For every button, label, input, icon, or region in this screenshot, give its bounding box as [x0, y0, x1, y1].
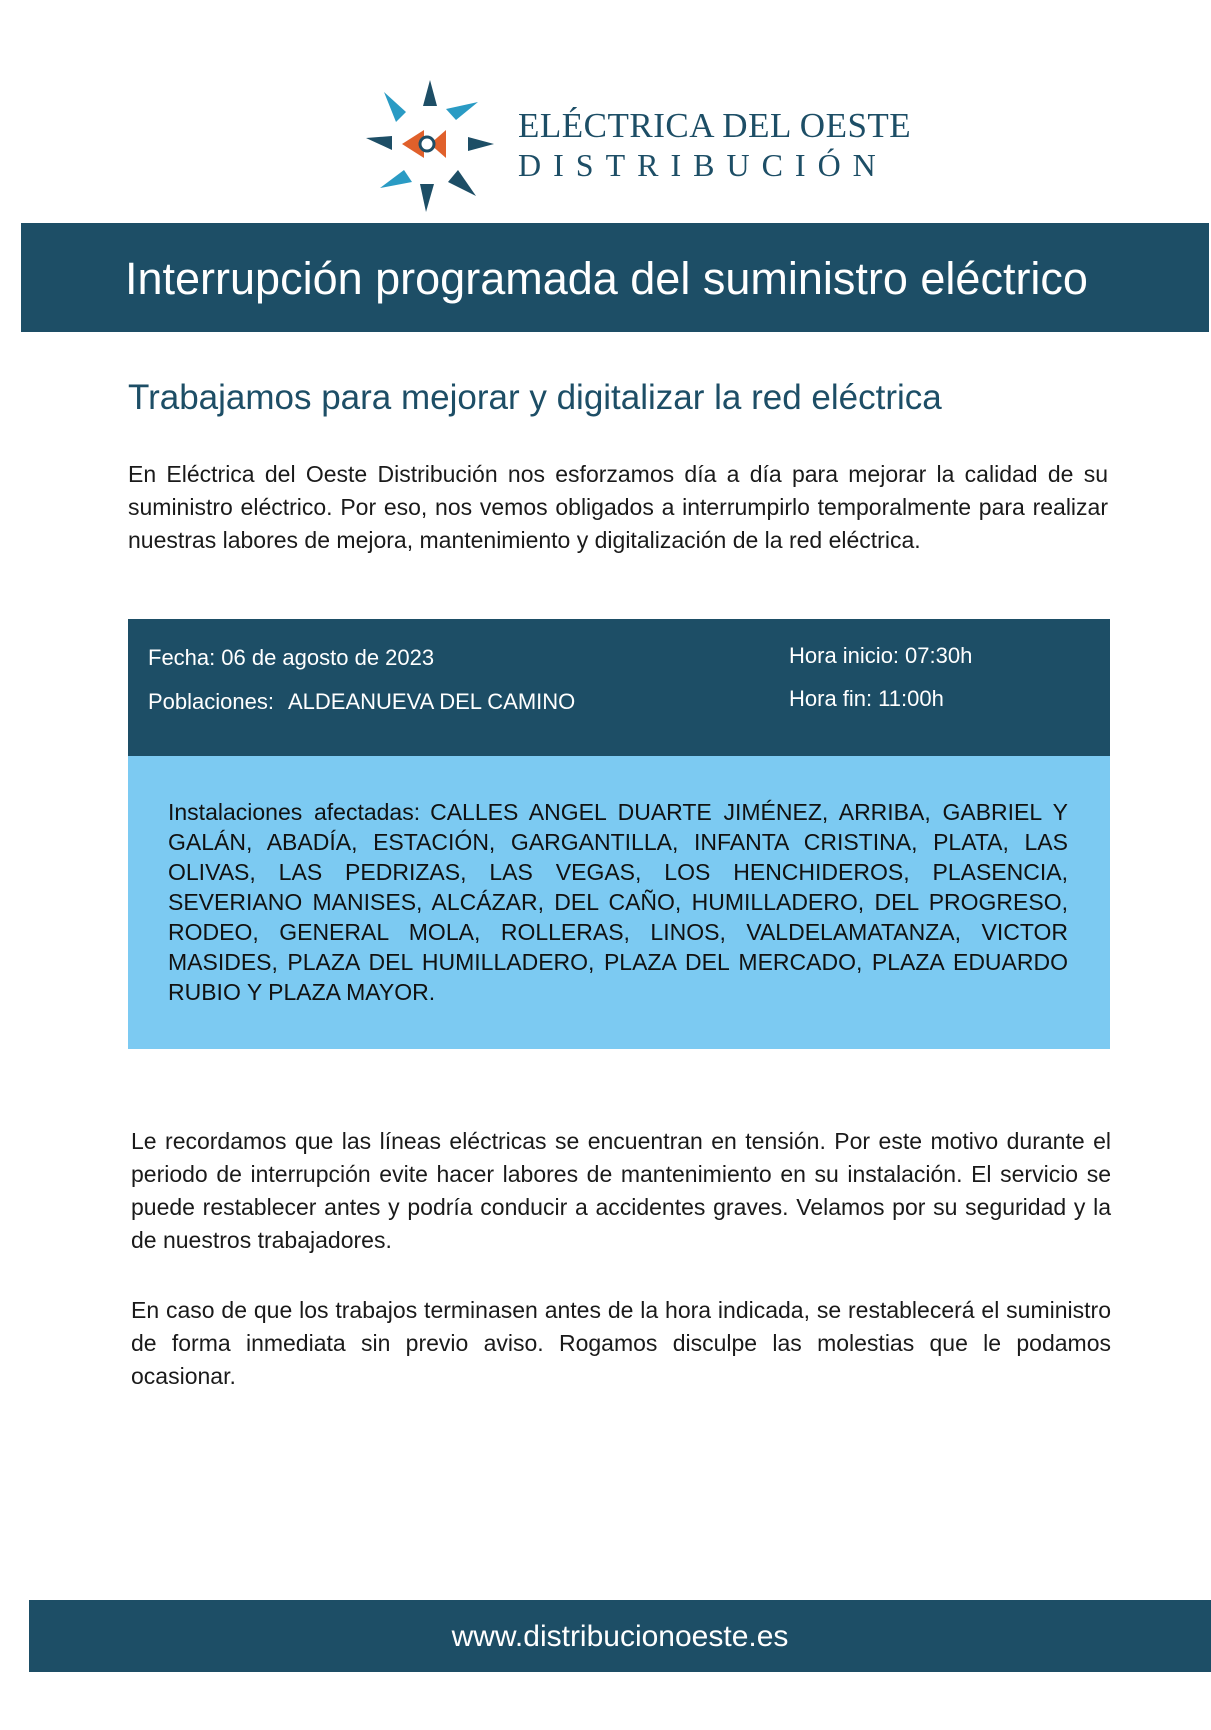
logo-core-circle	[420, 137, 434, 151]
affected-installations-box	[128, 756, 1110, 1049]
schedule-info-box	[128, 619, 1110, 756]
poblaciones-label: Poblaciones:	[148, 689, 274, 714]
poblaciones-row	[148, 689, 575, 715]
poblaciones-value: ALDEANUEVA DEL CAMINO	[287, 689, 576, 714]
brand-logo-icon	[360, 78, 500, 213]
hora-inicio-label: Hora inicio:	[789, 643, 900, 668]
footer-url-link[interactable]: www.distribucionoeste.es	[451, 1620, 789, 1653]
affected-installations-text	[168, 797, 1068, 1007]
affected-label: Instalaciones afectadas:	[168, 799, 421, 825]
hora-fin-label: Hora fin:	[789, 686, 873, 711]
fecha-value: 06 de agosto de 2023	[221, 645, 435, 670]
hora-inicio-row	[789, 643, 972, 669]
hora-fin-value: 11:00h	[878, 686, 944, 711]
logo-ray-top-left	[384, 92, 406, 122]
closing-paragraph: En caso de que los trabajos terminasen antes de la hora indicada, se restablecerá el suministro de forma inmediata sin previo aviso. Rogamos disculpe las molestias que le podamos ocasionar.	[131, 1297, 1111, 1389]
logo-ray-right	[468, 137, 494, 151]
affected-value: CALLES ANGEL DUARTE JIMÉNEZ, ARRIBA, GABRIEL Y GALÁN, ABADÍA, ESTACIÓN, GARGANTILLA, INFANTA CRISTINA, PLATA, LAS OLIVAS, LAS PEDRIZAS, LAS VEGAS, LOS HENCHIDEROS, PLASENCIA, SEVERIANO MANISES, ALCÁZAR, DEL CAÑO, HUMILLADERO, DEL PROGRESO, RODEO, GENERAL MOLA, ROLLERAS, LINOS, VALDELAMATANZA, VICTOR MASIDES, PLAZA DEL HUMILLADERO, PLAZA DEL MERCADO, PLAZA EDUARDO RUBIO Y PLAZA MAYOR.	[168, 799, 1068, 1005]
fecha-row	[148, 645, 434, 671]
hora-fin-row	[789, 686, 944, 712]
fecha-label: Fecha:	[148, 645, 216, 670]
title-bar	[21, 223, 1209, 332]
logo-ray-top	[423, 80, 437, 106]
brand-name-line2: DISTRIBUCIÓN	[518, 147, 888, 183]
logo-ray-bottom-left	[380, 170, 412, 188]
brand-name	[518, 106, 911, 184]
logo-ray-bottom-right	[448, 170, 476, 196]
reminder-paragraph: Le recordamos que las líneas eléctricas se encuentran en tensión. Por este motivo durante el periodo de interrupción evite hacer labores de mantenimiento en su instalación. El servicio se puede restablecer antes y podría conducir a accidentes graves. Velamos por su seguridad y la de nuestros trabajadores.	[131, 1128, 1111, 1253]
brand-name-line1: ELÉCTRICA DEL OESTE	[518, 106, 912, 145]
logo-ray-left	[366, 136, 392, 150]
page-title: Interrupción programada del suministro eléctrico	[125, 253, 1088, 304]
logo-ray-bottom	[420, 184, 434, 212]
footer-bar	[29, 1600, 1211, 1672]
subtitle: Trabajamos para mejorar y digitalizar la red eléctrica	[128, 378, 942, 417]
hora-inicio-value: 07:30h	[905, 643, 973, 668]
logo-ray-top-right	[446, 102, 478, 120]
intro-paragraph: En Eléctrica del Oeste Distribución nos esforzamos día a día para mejorar la calidad de su suministro eléctrico. Por eso, nos vemos obligados a interrumpirlo temporalmente para realizar nuestras labores de mejora, mantenimiento y digitalización de la red eléctrica.	[128, 461, 1108, 553]
